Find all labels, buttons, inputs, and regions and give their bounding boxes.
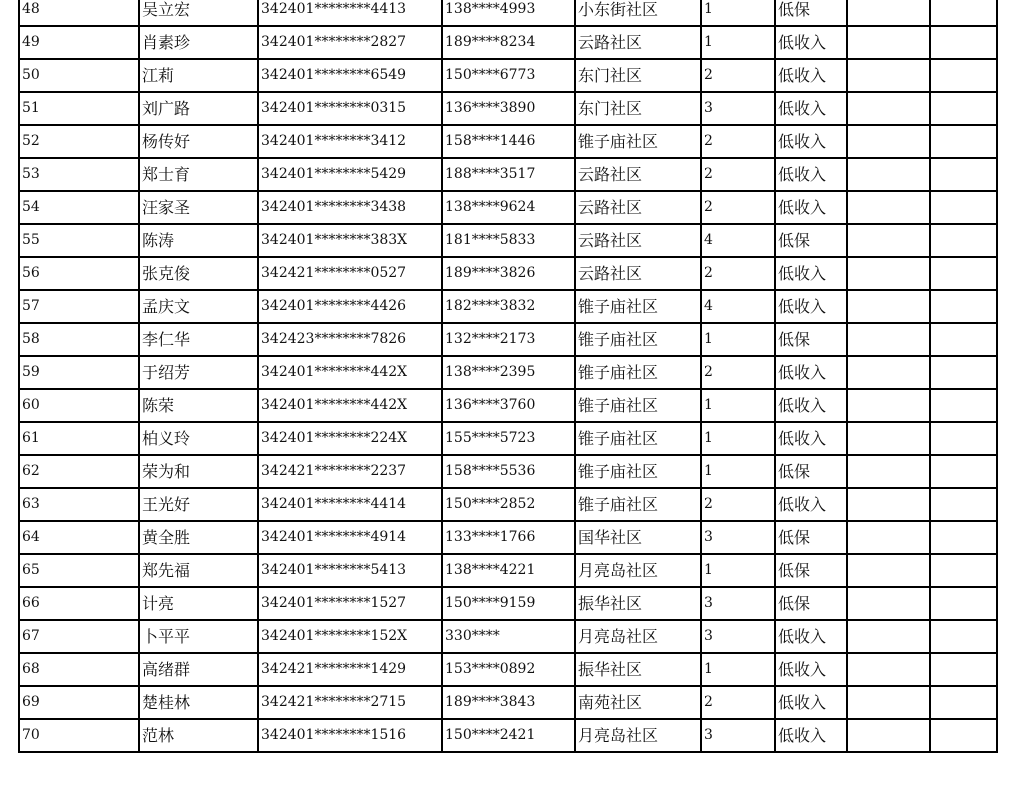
name-cell[interactable]: 张克俊 (139, 257, 258, 290)
phone-cell[interactable]: 138****2395 (442, 356, 575, 389)
community-cell[interactable]: 月亮岛社区 (575, 554, 701, 587)
household-size-cell[interactable]: 1 (701, 389, 775, 422)
phone-cell[interactable]: 188****3517 (442, 158, 575, 191)
blank-cell[interactable] (847, 125, 930, 158)
id-number-cell[interactable]: 342421********2237 (258, 455, 442, 488)
household-size-cell[interactable]: 4 (701, 224, 775, 257)
name-cell[interactable]: 李仁华 (139, 323, 258, 356)
blank-cell[interactable] (930, 323, 997, 356)
row-number-cell[interactable]: 64 (19, 521, 139, 554)
assistance-type-cell[interactable]: 低保 (775, 455, 847, 488)
table-row (19, 521, 997, 554)
blank-cell[interactable] (930, 356, 997, 389)
blank-cell[interactable] (930, 719, 997, 752)
community-cell[interactable]: 东门社区 (575, 59, 701, 92)
blank-cell[interactable] (847, 719, 930, 752)
row-number-cell[interactable]: 67 (19, 620, 139, 653)
phone-cell[interactable]: 155****5723 (442, 422, 575, 455)
household-size-cell[interactable]: 1 (701, 26, 775, 59)
name-cell[interactable]: 荣为和 (139, 455, 258, 488)
phone-cell[interactable]: 189****8234 (442, 26, 575, 59)
community-cell[interactable]: 云路社区 (575, 257, 701, 290)
table-body (19, 0, 997, 752)
phone-cell[interactable]: 182****3832 (442, 290, 575, 323)
community-cell[interactable]: 振华社区 (575, 587, 701, 620)
assistance-type-cell[interactable]: 低收入 (775, 488, 847, 521)
row-number-cell[interactable]: 48 (19, 0, 139, 26)
blank-cell[interactable] (847, 290, 930, 323)
assistance-type-cell[interactable]: 低收入 (775, 389, 847, 422)
community-cell[interactable]: 锥子庙社区 (575, 323, 701, 356)
blank-cell[interactable] (930, 521, 997, 554)
id-number-cell[interactable]: 342401********442X (258, 356, 442, 389)
phone-cell[interactable]: 150****6773 (442, 59, 575, 92)
name-cell[interactable]: 陈涛 (139, 224, 258, 257)
community-cell[interactable]: 云路社区 (575, 26, 701, 59)
blank-cell[interactable] (930, 191, 997, 224)
row-number-cell[interactable]: 54 (19, 191, 139, 224)
blank-cell[interactable] (930, 455, 997, 488)
phone-cell[interactable]: 136****3890 (442, 92, 575, 125)
community-cell[interactable]: 国华社区 (575, 521, 701, 554)
blank-cell[interactable] (847, 224, 930, 257)
blank-cell[interactable] (847, 620, 930, 653)
assistance-type-cell[interactable]: 低保 (775, 521, 847, 554)
table-row (19, 290, 997, 323)
blank-cell[interactable] (930, 158, 997, 191)
id-number-cell[interactable]: 342401********383X (258, 224, 442, 257)
assistance-table (18, 0, 998, 753)
household-size-cell[interactable]: 2 (701, 686, 775, 719)
table-row (19, 620, 997, 653)
id-number-cell[interactable]: 342421********2715 (258, 686, 442, 719)
household-size-cell[interactable]: 1 (701, 0, 775, 26)
blank-cell[interactable] (847, 158, 930, 191)
id-number-cell[interactable]: 342421********1429 (258, 653, 442, 686)
table-row (19, 257, 997, 290)
household-size-cell[interactable]: 2 (701, 257, 775, 290)
household-size-cell[interactable]: 3 (701, 521, 775, 554)
blank-cell[interactable] (930, 59, 997, 92)
id-number-cell[interactable]: 342421********0527 (258, 257, 442, 290)
household-size-cell[interactable]: 2 (701, 356, 775, 389)
table-row (19, 59, 997, 92)
household-size-cell[interactable]: 3 (701, 92, 775, 125)
household-size-cell[interactable]: 2 (701, 191, 775, 224)
row-number-cell[interactable]: 70 (19, 719, 139, 752)
blank-cell[interactable] (930, 290, 997, 323)
table-row (19, 26, 997, 59)
id-number-cell[interactable]: 342401********1527 (258, 587, 442, 620)
assistance-type-cell[interactable]: 低收入 (775, 158, 847, 191)
household-size-cell[interactable]: 3 (701, 719, 775, 752)
phone-cell[interactable]: 189****3843 (442, 686, 575, 719)
id-number-cell[interactable]: 342401********442X (258, 389, 442, 422)
phone-cell[interactable]: 133****1766 (442, 521, 575, 554)
assistance-type-cell[interactable]: 低收入 (775, 719, 847, 752)
phone-cell[interactable]: 158****5536 (442, 455, 575, 488)
phone-cell[interactable]: 158****1446 (442, 125, 575, 158)
name-cell[interactable]: 卜平平 (139, 620, 258, 653)
community-cell[interactable]: 月亮岛社区 (575, 620, 701, 653)
community-cell[interactable]: 东门社区 (575, 92, 701, 125)
name-cell[interactable]: 杨传好 (139, 125, 258, 158)
blank-cell[interactable] (847, 0, 930, 26)
assistance-type-cell[interactable]: 低保 (775, 554, 847, 587)
assistance-type-cell[interactable]: 低收入 (775, 686, 847, 719)
community-cell[interactable]: 振华社区 (575, 653, 701, 686)
community-cell[interactable]: 云路社区 (575, 191, 701, 224)
community-cell[interactable]: 锥子庙社区 (575, 356, 701, 389)
assistance-type-cell[interactable]: 低收入 (775, 620, 847, 653)
household-size-cell[interactable]: 2 (701, 158, 775, 191)
table-row (19, 158, 997, 191)
row-number-cell[interactable]: 50 (19, 59, 139, 92)
household-size-cell[interactable]: 3 (701, 587, 775, 620)
row-number-cell[interactable]: 55 (19, 224, 139, 257)
row-number-cell[interactable]: 65 (19, 554, 139, 587)
blank-cell[interactable] (847, 191, 930, 224)
household-size-cell[interactable]: 1 (701, 653, 775, 686)
blank-cell[interactable] (847, 59, 930, 92)
household-size-cell[interactable]: 1 (701, 455, 775, 488)
row-number-cell[interactable]: 52 (19, 125, 139, 158)
row-number-cell[interactable]: 49 (19, 26, 139, 59)
id-number-cell[interactable]: 342401********4914 (258, 521, 442, 554)
id-number-cell[interactable]: 342401********6549 (258, 59, 442, 92)
table-row (19, 125, 997, 158)
phone-cell[interactable]: 153****0892 (442, 653, 575, 686)
blank-cell[interactable] (930, 587, 997, 620)
blank-cell[interactable] (930, 257, 997, 290)
community-cell[interactable]: 锥子庙社区 (575, 290, 701, 323)
row-number-cell[interactable]: 60 (19, 389, 139, 422)
blank-cell[interactable] (847, 389, 930, 422)
phone-cell[interactable]: 150****9159 (442, 587, 575, 620)
community-cell[interactable]: 锥子庙社区 (575, 125, 701, 158)
blank-cell[interactable] (847, 488, 930, 521)
blank-cell[interactable] (847, 323, 930, 356)
assistance-type-cell[interactable]: 低保 (775, 587, 847, 620)
id-number-cell[interactable]: 342401********3438 (258, 191, 442, 224)
id-number-cell[interactable]: 342401********0315 (258, 92, 442, 125)
assistance-type-cell[interactable]: 低收入 (775, 257, 847, 290)
table-row (19, 422, 997, 455)
name-cell[interactable]: 计亮 (139, 587, 258, 620)
blank-cell[interactable] (847, 653, 930, 686)
assistance-type-cell[interactable]: 低收入 (775, 356, 847, 389)
table-row (19, 455, 997, 488)
phone-cell[interactable]: 132****2173 (442, 323, 575, 356)
assistance-type-cell[interactable]: 低收入 (775, 290, 847, 323)
id-number-cell[interactable]: 342401********224X (258, 422, 442, 455)
name-cell[interactable]: 柏义玲 (139, 422, 258, 455)
blank-cell[interactable] (930, 92, 997, 125)
name-cell[interactable]: 于绍芳 (139, 356, 258, 389)
household-size-cell[interactable]: 3 (701, 620, 775, 653)
row-number-cell[interactable]: 57 (19, 290, 139, 323)
name-cell[interactable]: 肖素珍 (139, 26, 258, 59)
name-cell[interactable]: 范林 (139, 719, 258, 752)
row-number-cell[interactable]: 56 (19, 257, 139, 290)
row-number-cell[interactable]: 69 (19, 686, 139, 719)
household-size-cell[interactable]: 1 (701, 422, 775, 455)
id-number-cell[interactable]: 342401********3412 (258, 125, 442, 158)
assistance-type-cell[interactable]: 低收入 (775, 191, 847, 224)
row-number-cell[interactable]: 62 (19, 455, 139, 488)
phone-cell[interactable]: 181****5833 (442, 224, 575, 257)
phone-cell[interactable]: 136****3760 (442, 389, 575, 422)
name-cell[interactable]: 黄全胜 (139, 521, 258, 554)
table-row (19, 554, 997, 587)
name-cell[interactable]: 陈荣 (139, 389, 258, 422)
table-row (19, 653, 997, 686)
household-size-cell[interactable]: 1 (701, 323, 775, 356)
blank-cell[interactable] (930, 686, 997, 719)
household-size-cell[interactable]: 2 (701, 488, 775, 521)
row-number-cell[interactable]: 63 (19, 488, 139, 521)
assistance-type-cell[interactable]: 低收入 (775, 422, 847, 455)
name-cell[interactable]: 楚桂林 (139, 686, 258, 719)
phone-cell[interactable]: 138****4221 (442, 554, 575, 587)
name-cell[interactable]: 高绪群 (139, 653, 258, 686)
assistance-type-cell[interactable]: 低收入 (775, 59, 847, 92)
assistance-type-cell[interactable]: 低保 (775, 224, 847, 257)
blank-cell[interactable] (930, 620, 997, 653)
phone-cell[interactable]: 150****2421 (442, 719, 575, 752)
table-row (19, 0, 997, 26)
name-cell[interactable]: 王光好 (139, 488, 258, 521)
row-number-cell[interactable]: 59 (19, 356, 139, 389)
name-cell[interactable]: 郑士育 (139, 158, 258, 191)
name-cell[interactable]: 郑先福 (139, 554, 258, 587)
table-row (19, 488, 997, 521)
id-number-cell[interactable]: 342401********5429 (258, 158, 442, 191)
id-number-cell[interactable]: 342401********2827 (258, 26, 442, 59)
assistance-type-cell[interactable]: 低保 (775, 0, 847, 26)
table-row (19, 92, 997, 125)
id-number-cell[interactable]: 342401********5413 (258, 554, 442, 587)
blank-cell[interactable] (847, 257, 930, 290)
blank-cell[interactable] (847, 686, 930, 719)
community-cell[interactable]: 锥子庙社区 (575, 422, 701, 455)
blank-cell[interactable] (847, 422, 930, 455)
name-cell[interactable]: 江莉 (139, 59, 258, 92)
phone-cell[interactable]: 189****3826 (442, 257, 575, 290)
phone-cell[interactable]: 330**** (442, 620, 575, 653)
id-number-cell[interactable]: 342401********4414 (258, 488, 442, 521)
community-cell[interactable]: 锥子庙社区 (575, 389, 701, 422)
assistance-type-cell[interactable]: 低收入 (775, 653, 847, 686)
household-size-cell[interactable]: 2 (701, 59, 775, 92)
blank-cell[interactable] (847, 356, 930, 389)
blank-cell[interactable] (930, 26, 997, 59)
blank-cell[interactable] (847, 455, 930, 488)
assistance-type-cell[interactable]: 低收入 (775, 26, 847, 59)
household-size-cell[interactable]: 1 (701, 554, 775, 587)
id-number-cell[interactable]: 342423********7826 (258, 323, 442, 356)
community-cell[interactable]: 月亮岛社区 (575, 719, 701, 752)
blank-cell[interactable] (930, 224, 997, 257)
table-row (19, 323, 997, 356)
blank-cell[interactable] (847, 521, 930, 554)
blank-cell[interactable] (930, 0, 997, 26)
household-size-cell[interactable]: 2 (701, 125, 775, 158)
community-cell[interactable]: 锥子庙社区 (575, 488, 701, 521)
community-cell[interactable]: 云路社区 (575, 224, 701, 257)
community-cell[interactable]: 小东街社区 (575, 0, 701, 26)
name-cell[interactable]: 孟庆文 (139, 290, 258, 323)
name-cell[interactable]: 汪家圣 (139, 191, 258, 224)
row-number-cell[interactable]: 58 (19, 323, 139, 356)
id-number-cell[interactable]: 342401********152X (258, 620, 442, 653)
assistance-type-cell[interactable]: 低收入 (775, 92, 847, 125)
table-row (19, 719, 997, 752)
row-number-cell[interactable]: 51 (19, 92, 139, 125)
blank-cell[interactable] (847, 587, 930, 620)
phone-cell[interactable]: 138****4993 (442, 0, 575, 26)
row-number-cell[interactable]: 61 (19, 422, 139, 455)
id-number-cell[interactable]: 342401********1516 (258, 719, 442, 752)
blank-cell[interactable] (930, 554, 997, 587)
row-number-cell[interactable]: 68 (19, 653, 139, 686)
blank-cell[interactable] (847, 92, 930, 125)
table-row (19, 224, 997, 257)
household-size-cell[interactable]: 4 (701, 290, 775, 323)
blank-cell[interactable] (930, 125, 997, 158)
blank-cell[interactable] (930, 422, 997, 455)
blank-cell[interactable] (930, 488, 997, 521)
row-number-cell[interactable]: 53 (19, 158, 139, 191)
row-number-cell[interactable]: 66 (19, 587, 139, 620)
table-row (19, 587, 997, 620)
phone-cell[interactable]: 150****2852 (442, 488, 575, 521)
table-row (19, 686, 997, 719)
id-number-cell[interactable]: 342401********4426 (258, 290, 442, 323)
community-cell[interactable]: 南苑社区 (575, 686, 701, 719)
community-cell[interactable]: 锥子庙社区 (575, 455, 701, 488)
table-row (19, 356, 997, 389)
table-row (19, 191, 997, 224)
blank-cell[interactable] (847, 554, 930, 587)
blank-cell[interactable] (847, 26, 930, 59)
assistance-type-cell[interactable]: 低收入 (775, 125, 847, 158)
blank-cell[interactable] (930, 653, 997, 686)
table-row (19, 389, 997, 422)
blank-cell[interactable] (930, 389, 997, 422)
phone-cell[interactable]: 138****9624 (442, 191, 575, 224)
assistance-type-cell[interactable]: 低保 (775, 323, 847, 356)
name-cell[interactable]: 刘广路 (139, 92, 258, 125)
name-cell[interactable]: 吴立宏 (139, 0, 258, 26)
id-number-cell[interactable]: 342401********4413 (258, 0, 442, 26)
community-cell[interactable]: 云路社区 (575, 158, 701, 191)
